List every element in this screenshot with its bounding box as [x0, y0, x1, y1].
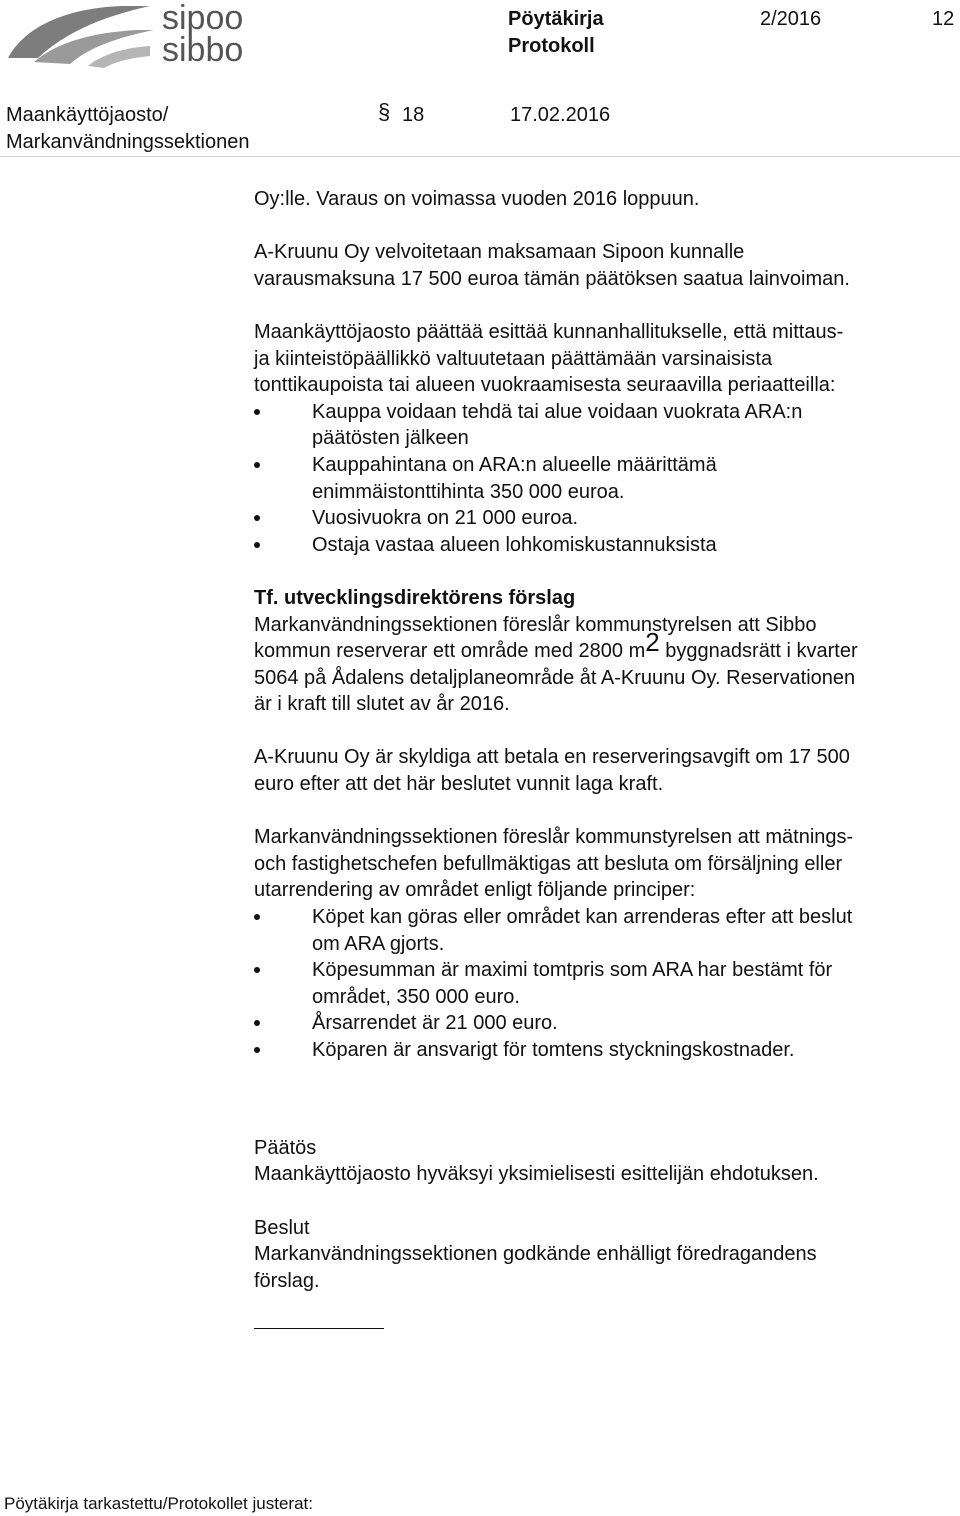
document-body: [254, 186, 958, 1329]
meeting-date: 17.02.2016: [510, 104, 611, 126]
bullet-icon: [254, 542, 260, 548]
list-item: Ostaja vastaa alueen lohkomiskustannuksista: [254, 532, 958, 559]
bullet-icon: [254, 1020, 260, 1026]
document-number: 2/2016: [760, 8, 822, 30]
principles-list-sv: [254, 904, 958, 1064]
organization-fi: Maankäyttöjaosto/: [6, 104, 169, 126]
decision-heading-fi: Päätös: [254, 1136, 317, 1159]
bullet-icon: [254, 914, 260, 920]
list-item: Kauppahintana on ARA:n alueelle määrittämä enimmäistonttihinta 350 000 euroa.: [254, 452, 958, 505]
bullet-icon: [254, 409, 260, 415]
header-divider: [0, 156, 960, 157]
list-item: Vuosivuokra on 21 000 euroa.: [254, 505, 958, 532]
document-title-sv: Protokoll: [508, 35, 595, 57]
list-item: Köpet kan göras eller området kan arrenderas efter att beslut om ARA gjorts.: [254, 904, 958, 957]
bullet-icon: [254, 967, 260, 973]
logo-wordmark: [162, 0, 244, 69]
list-item: Årsarrendet är 21 000 euro.: [254, 1010, 958, 1037]
bullet-icon: [254, 515, 260, 521]
paragraph-proposal-sv: Markanvändningssektionen föreslår kommunstyrelsen att mätnings- och fastighetschefen befullmäktigas att besluta om försäljning eller utarrendering av området enligt följande principer:: [254, 826, 854, 902]
bullet-icon: [254, 1047, 260, 1053]
footer-verification: Pöytäkirja tarkastettu/Protokollet justerat:: [4, 1494, 313, 1513]
page-number: 12: [932, 8, 955, 30]
list-item: Köparen är ansvarigt för tomtens styckningskostnader.: [254, 1037, 958, 1064]
paragraph-fee-sv: A-Kruunu Oy är skyldiga att betala en reserveringsavgift om 17 500 euro efter att det här beslutet vunnit laga kraft.: [254, 746, 850, 796]
paragraph-reservation-sv: Markanvändningssektionen föreslår kommunstyrelsen att Sibbo kommun reserverar ett område med 2800 m2 byggnadsrätt i kvarter 5064 på Ådalens detaljplaneområde åt A-Kruunu Oy. Reservationen är i kraft till slutet av år 2016.: [254, 613, 858, 716]
bullet-icon: [254, 462, 260, 468]
decision-text-sv: Markanvändningssektionen godkände enhälligt föredragandens förslag.: [254, 1243, 817, 1292]
proposal-heading-sv: Tf. utvecklingsdirektörens förslag: [254, 586, 576, 609]
decision-heading-sv: Beslut: [254, 1216, 310, 1239]
organization-sv: Markanvändningssektionen: [6, 131, 250, 153]
section-number: 18: [402, 104, 425, 126]
list-item: Köpesumman är maximi tomtpris som ARA har bestämt för området, 350 000 euro.: [254, 957, 958, 1010]
list-item: Kauppa voidaan tehdä tai alue voidaan vuokrata ARA:n päätösten jälkeen: [254, 399, 958, 452]
section-symbol: §: [378, 99, 391, 124]
paragraph-proposal-fi: Maankäyttöjaosto päättää esittää kunnanhallitukselle, että mittaus- ja kiinteistöpäällikkö valtuutetaan päättämään varsinaisista tonttikaupoista tai alueen vuokraamisesta seuraavilla periaatteilla:: [254, 320, 844, 397]
document-title: [508, 6, 604, 60]
decision-text-fi: Maankäyttöjaosto hyväksyi yksimielisesti esittelijän ehdotuksen.: [254, 1163, 819, 1186]
paragraph-reservation-fi: Oy:lle. Varaus on voimassa vuoden 2016 loppuun.: [254, 188, 700, 210]
logo-line-sibbo: sibbo: [162, 31, 244, 69]
principles-list-fi: [254, 399, 958, 559]
paragraph-fee-fi: A-Kruunu Oy velvoitetaan maksamaan Sipoon kunnalle varausmaksuna 17 500 euroa tämän päätöksen saatua lainvoiman.: [254, 241, 850, 290]
logo-line-sipoo: sipoo: [162, 0, 244, 37]
superscript-2: 2: [645, 627, 660, 658]
document-title-fi: Pöytäkirja: [508, 8, 604, 30]
organization: [6, 102, 250, 156]
sipoo-sibbo-logo-icon: [4, 0, 156, 70]
end-divider: [254, 1328, 384, 1329]
